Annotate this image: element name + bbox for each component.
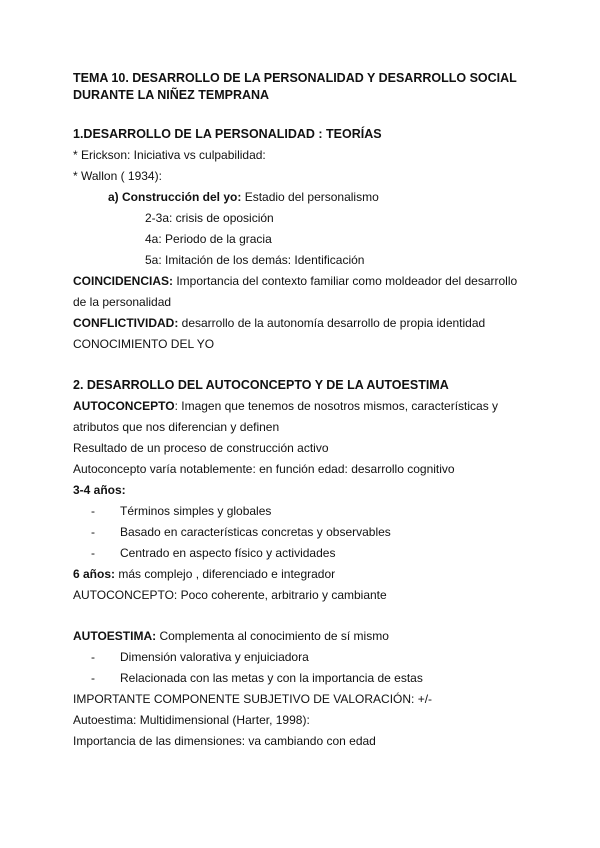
dash-bullet: - [91,650,95,664]
autoestima-line [73,626,533,647]
wallon-line: * Wallon ( 1934): [73,169,162,183]
resultado-line: Resultado de un proceso de construcción activo [73,441,329,455]
autoconcepto-text: : Imagen que tenemos de nosotros mismos, características y atributos que nos diferencian y definen [73,399,499,434]
dash-bullet: - [91,671,95,685]
construccion-line [73,187,533,208]
spacer [73,104,533,124]
age-6-label: 6 años: [73,567,116,581]
dash-bullet: - [91,525,95,539]
title-line-1: TEMA 10. DESARROLLO DE LA PERSONALIDAD Y DESARROLLO SOCIAL [73,71,517,85]
conflictividad-text: desarrollo de la autonomía desarrollo de propia identidad [178,316,486,330]
document-page [73,70,533,752]
list-item [73,647,533,668]
list-item [73,543,533,564]
construccion-label: a) Construcción del yo: [108,190,242,204]
conflictividad-label: CONFLICTIVIDAD: [73,316,179,330]
construccion-text: Estadio del personalismo [241,190,379,204]
stage-item: 5a: Imitación de los demás: Identificación [145,253,365,267]
list-item-text: Relacionada con las metas y con la importancia de estas [120,671,423,685]
autoconcepto-label: AUTOCONCEPTO [73,399,175,413]
importancia-line: Importancia de las dimensiones: va cambiando con edad [73,734,376,748]
erickson-line: * Erickson: Iniciativa vs culpabilidad: [73,148,266,162]
list-item-text: Dimensión valorativa y enjuiciadora [120,650,309,664]
dash-bullet: - [91,546,95,560]
spacer [73,355,533,375]
document-title [73,70,533,104]
autoconcepto-paragraph [73,396,533,438]
age-6-text: más complejo , diferenciado e integrador [115,567,336,581]
age-6-line [73,564,533,585]
importante-line: IMPORTANTE COMPONENTE SUBJETIVO DE VALORACIÓN: +/- [73,692,433,706]
list-item-text: Centrado en aspecto físico y actividades [120,546,336,560]
conflictividad-line [73,313,533,334]
section-2-heading: 2. DESARROLLO DEL AUTOCONCEPTO Y DE LA AUTOESTIMA [73,378,449,392]
list-item-text: Términos simples y globales [120,504,272,518]
list-item [73,668,533,689]
list-item [73,501,533,522]
title-line-2: DURANTE LA NIÑEZ TEMPRANA [73,88,270,102]
autoestima-text: Complementa al conocimiento de sí mismo [156,629,389,643]
list-item-text: Basado en características concretas y observables [120,525,391,539]
conocimiento-line: CONOCIMIENTO DEL YO [73,337,215,351]
varia-line: Autoconcepto varía notablemente: en función edad: desarrollo cognitivo [73,462,455,476]
dash-bullet: - [91,504,95,518]
autoestima-label: AUTOESTIMA: [73,629,157,643]
list-item [73,522,533,543]
age-3-4-label: 3-4 años: [73,483,126,497]
spacer [73,606,533,626]
autoconcepto-summary: AUTOCONCEPTO: Poco coherente, arbitrario y cambiante [73,588,387,602]
section-1-heading: 1.DESARROLLO DE LA PERSONALIDAD : TEORÍAS [73,127,382,141]
coincidencias-label: COINCIDENCIAS: [73,274,174,288]
stage-item: 4a: Periodo de la gracia [145,232,272,246]
multidimensional-line: Autoestima: Multidimensional (Harter, 1998): [73,713,310,727]
coincidencias-text: Importancia del contexto familiar como moldeador del desarrollo de la personalidad [73,274,518,309]
coincidencias-paragraph [73,271,533,313]
stage-item: 2-3a: crisis de oposición [145,211,274,225]
